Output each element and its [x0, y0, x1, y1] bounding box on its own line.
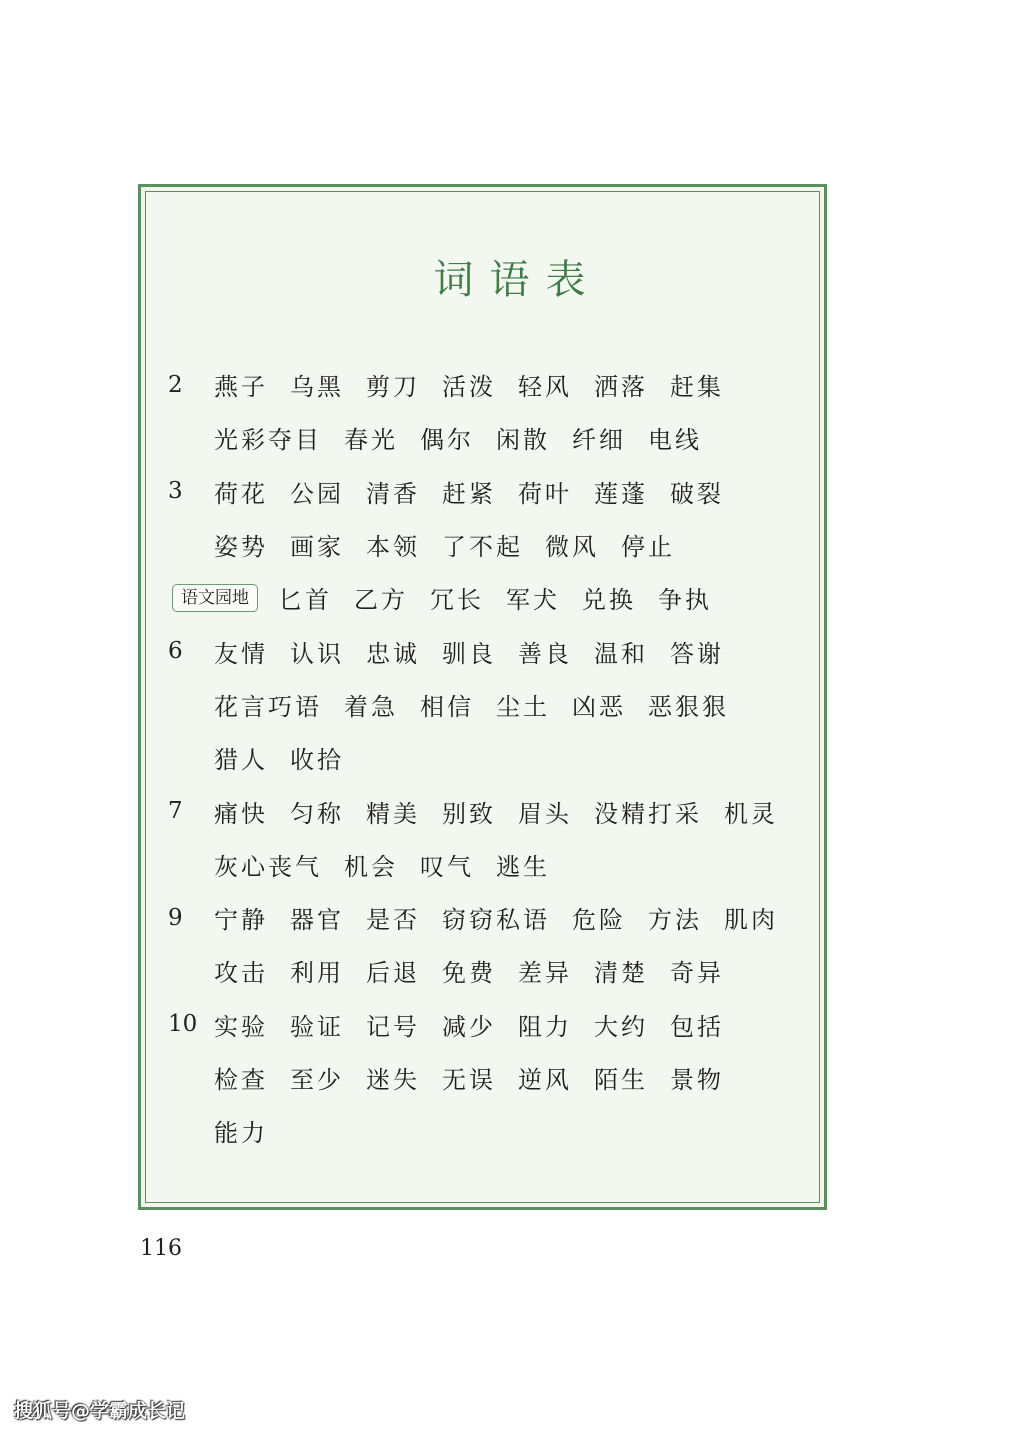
word-row [168, 624, 818, 677]
vocab-word: 眉头 [518, 799, 572, 828]
vocab-word: 危险 [572, 906, 626, 935]
vocab-word: 莲蓬 [594, 479, 648, 508]
vocab-word: 清楚 [594, 959, 648, 988]
vocab-word: 至少 [290, 1066, 344, 1094]
section-badge: 语文园地 [172, 584, 258, 612]
vocab-word: 破裂 [670, 479, 724, 508]
word-group [214, 847, 572, 882]
vocab-word: 凶恶 [572, 692, 626, 721]
word-row [168, 944, 818, 997]
vocab-word: 攻击 [214, 959, 268, 988]
vocab-word: 冗长 [430, 586, 484, 615]
vocab-word: 乙方 [354, 586, 408, 615]
lesson-number: 7 [168, 798, 183, 825]
page-title: 词语表 [433, 257, 602, 303]
word-row [168, 1051, 818, 1104]
vocab-word: 是否 [366, 906, 420, 935]
vocab-word: 减少 [442, 1012, 496, 1041]
vocab-word: 春光 [344, 426, 398, 455]
vocab-word: 阻力 [518, 1012, 572, 1041]
word-row [168, 518, 818, 571]
vocab-word: 灰心丧气 [214, 852, 322, 881]
vocab-word: 尘土 [496, 692, 550, 721]
vocab-word: 友情 [214, 639, 268, 668]
vocab-word: 乌黑 [290, 373, 344, 402]
watermark: 搜狐号@学霸成长记 [14, 1400, 186, 1422]
vocab-word: 恶狠狠 [648, 692, 729, 721]
word-group [214, 634, 746, 669]
vocab-word: 驯良 [442, 639, 496, 668]
word-group [214, 420, 724, 455]
vocab-word: 赶紧 [442, 479, 496, 508]
vocab-word: 无误 [442, 1066, 496, 1094]
vocab-word: 逃生 [496, 852, 550, 881]
word-row [168, 678, 818, 731]
word-row [168, 571, 818, 624]
vocab-word: 相信 [420, 692, 474, 721]
vocab-word: 停止 [621, 533, 675, 562]
vocab-word: 光彩夺目 [214, 426, 322, 455]
vocab-word: 闲散 [496, 426, 550, 455]
vocab-word: 记号 [366, 1012, 420, 1041]
vocab-word: 能力 [214, 1119, 268, 1148]
word-row [168, 1104, 818, 1157]
vocab-word: 忠诚 [366, 639, 420, 668]
word-group [214, 367, 746, 402]
word-group [214, 474, 746, 509]
vocab-word: 匀称 [290, 799, 344, 828]
vocab-word: 免费 [442, 959, 496, 988]
vocab-word: 清香 [366, 479, 420, 508]
vocab-word: 电线 [648, 426, 702, 455]
vocab-word: 姿势 [214, 533, 268, 562]
vocab-word: 验证 [290, 1012, 344, 1041]
vocab-word: 燕子 [214, 373, 268, 402]
word-row [168, 465, 818, 518]
vocab-word: 了不起 [442, 533, 523, 562]
vocab-word: 大约 [594, 1012, 648, 1041]
vocab-word: 本领 [366, 533, 420, 562]
word-row [168, 838, 818, 891]
vocab-word: 花言巧语 [214, 692, 322, 721]
vocab-word: 纤细 [572, 426, 626, 455]
word-group [214, 1113, 290, 1148]
word-group [214, 953, 746, 988]
vocab-word: 荷花 [214, 479, 268, 508]
vocab-word: 实验 [214, 1012, 268, 1041]
word-list [168, 358, 818, 1157]
vocab-word: 猎人 [214, 746, 268, 775]
vocab-word: 赶集 [670, 373, 724, 402]
vocab-word: 兑换 [582, 586, 636, 615]
vocab-word: 答谢 [670, 639, 724, 668]
lesson-number: 6 [168, 638, 183, 665]
vocab-word: 偶尔 [420, 426, 474, 455]
lesson-number: 9 [168, 904, 183, 931]
vocab-word: 善良 [518, 639, 572, 668]
word-row [168, 358, 818, 411]
word-row [168, 731, 818, 784]
word-group [214, 687, 751, 722]
word-group [168, 580, 734, 615]
vocab-word: 收拾 [290, 746, 344, 775]
vocab-word: 别致 [442, 799, 496, 828]
vocab-word: 匕首 [278, 586, 332, 615]
vocab-word: 窃窃私语 [442, 906, 550, 935]
vocab-word: 画家 [290, 533, 344, 562]
vocab-word: 着急 [344, 692, 398, 721]
vocab-word: 温和 [594, 639, 648, 668]
page-number: 116 [140, 1236, 182, 1261]
vocab-word: 洒落 [594, 373, 648, 402]
lesson-number: 10 [168, 1011, 198, 1038]
vocab-word: 没精打采 [594, 799, 702, 828]
vocab-word: 剪刀 [366, 373, 420, 402]
word-row [168, 784, 818, 837]
vocab-word: 肌肉 [724, 906, 778, 935]
vocab-word: 后退 [366, 959, 420, 988]
vocab-word: 机灵 [724, 799, 778, 828]
word-row [168, 411, 818, 464]
vocab-word: 痛快 [214, 799, 268, 828]
vocab-word: 活泼 [442, 373, 496, 402]
vocab-word: 微风 [545, 533, 599, 562]
vocab-word: 叹气 [420, 852, 474, 881]
word-group [214, 1007, 746, 1042]
vocab-word: 包括 [670, 1012, 724, 1041]
vocab-word: 陌生 [594, 1066, 648, 1094]
vocab-word: 迷失 [366, 1066, 420, 1094]
vocab-word: 逆风 [518, 1066, 572, 1094]
vocab-word: 检查 [214, 1066, 268, 1094]
word-group [214, 740, 366, 775]
vocab-word: 争执 [658, 586, 712, 615]
vocab-word: 精美 [366, 799, 420, 828]
word-group [214, 900, 800, 935]
word-row [168, 998, 818, 1051]
vocab-word: 景物 [670, 1066, 724, 1094]
vocab-word: 公园 [290, 479, 344, 508]
vocab-word: 奇异 [670, 959, 724, 988]
vocab-word: 荷叶 [518, 479, 572, 508]
lesson-number: 3 [168, 478, 183, 505]
vocab-word: 认识 [290, 639, 344, 668]
vocab-word: 器官 [290, 906, 344, 935]
word-row [168, 891, 818, 944]
vocab-word: 宁静 [214, 906, 268, 935]
word-group [214, 1060, 746, 1095]
vocab-word: 差异 [518, 959, 572, 988]
word-group [214, 527, 697, 562]
vocab-word: 机会 [344, 852, 398, 881]
word-group [214, 794, 800, 829]
vocab-word: 利用 [290, 959, 344, 988]
vocab-word: 方法 [648, 906, 702, 935]
lesson-number: 2 [168, 371, 183, 398]
vocab-word: 军犬 [506, 586, 560, 615]
vocab-word: 轻风 [518, 373, 572, 402]
